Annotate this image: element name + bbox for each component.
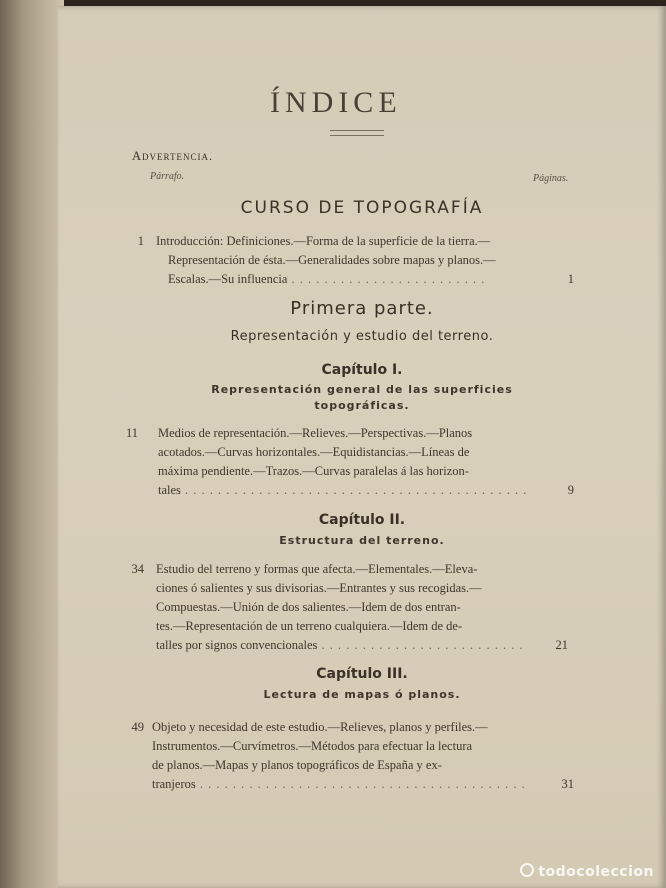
book-page: [58, 6, 666, 888]
chapter-subtitle: topográficas.: [314, 399, 410, 412]
index-title: ÍNDICE: [270, 86, 402, 119]
watermark-logo-icon: [520, 863, 534, 877]
watermark-text: todocoleccion: [538, 864, 654, 880]
entry-line: de planos.—Mapas y planos topográficos de España y ex-: [152, 758, 442, 772]
chapter-title: Capítulo II.: [318, 512, 406, 528]
entry-line: tes.—Representación de un terreno cualquiera.—Idem de de-: [156, 619, 463, 633]
leader-dots: . . . . . . . . . . . . . . . . . . . . . . . . .: [317, 638, 524, 652]
column-parrafo: Párrafo.: [150, 171, 185, 182]
leader-dots: . . . . . . . . . . . . . . . . . . . . . . . . . . . . . . . . . . . . . . . .: [195, 777, 526, 791]
entry-line: máxima pendiente.—Trazos.—Curvas paralelas á las horizon-: [158, 464, 469, 478]
entry-line: Escalas.—Su influencia: [168, 272, 288, 286]
entry-line: Estudio del terreno y formas que afecta.—Elementales.—Eleva-: [156, 562, 478, 576]
entry-number: 11: [125, 426, 138, 440]
entry-line: Medios de representación.—Relieves.—Perspectivas.—Planos: [158, 426, 473, 440]
entry-number: 34: [131, 562, 144, 576]
entry-page: 21: [555, 638, 568, 652]
advertencia-heading: Advertencia.: [132, 149, 214, 163]
entry-line: acotados.—Curvas horizontales.—Equidistancias.—Líneas de: [158, 445, 470, 459]
entry-line: ciones ó salientes y sus divisorias.—Entrantes y sus recogidas.—: [156, 581, 482, 595]
watermark: [520, 863, 654, 880]
entry-line: Compuestas.—Unión de dos salientes.—Idem de dos entran-: [156, 600, 461, 614]
part-subtitle: Representación y estudio del terreno.: [230, 329, 494, 344]
column-paginas: Páginas.: [533, 173, 569, 184]
leader-dots: . . . . . . . . . . . . . . . . . . . . . . . . . . . . . . . . . . . . . . . . . .: [180, 483, 528, 497]
entry-line: tranjeros: [152, 777, 196, 791]
entry-line: Representación de ésta.—Generalidades sobre mapas y planos.—: [168, 253, 496, 267]
entry-line: tales: [158, 483, 181, 497]
title-rule: [330, 130, 384, 136]
leader-dots: . . . . . . . . . . . . . . . . . . . . . . . .: [287, 272, 486, 286]
chapter-subtitle: Lectura de mapas ó planos.: [263, 688, 461, 701]
book-spine: [0, 0, 64, 888]
course-title: CURSO DE TOPOGRAFÍA: [240, 198, 484, 218]
entry-line: Introducción: Definiciones.—Forma de la superficie de la tierra.—: [156, 234, 491, 248]
entry-page: 1: [567, 272, 574, 286]
chapter-title: Capítulo III.: [316, 666, 408, 682]
chapter-title: Capítulo I.: [321, 362, 403, 378]
entry-line: Objeto y necesidad de este estudio.—Relieves, planos y perfiles.—: [152, 720, 488, 734]
entry-number: 49: [131, 720, 144, 734]
entry-line: Instrumentos.—Curvímetros.—Métodos para efectuar la lectura: [152, 739, 473, 753]
part-title: Primera parte.: [290, 298, 434, 319]
entry-page: 9: [567, 483, 574, 497]
entry-line: talles por signos convencionales: [156, 638, 318, 652]
chapter-subtitle: Representación general de las superficies: [211, 383, 513, 396]
entry-number: 1: [137, 234, 144, 248]
entry-page: 31: [561, 777, 574, 791]
chapter-subtitle: Estructura del terreno.: [279, 534, 445, 547]
